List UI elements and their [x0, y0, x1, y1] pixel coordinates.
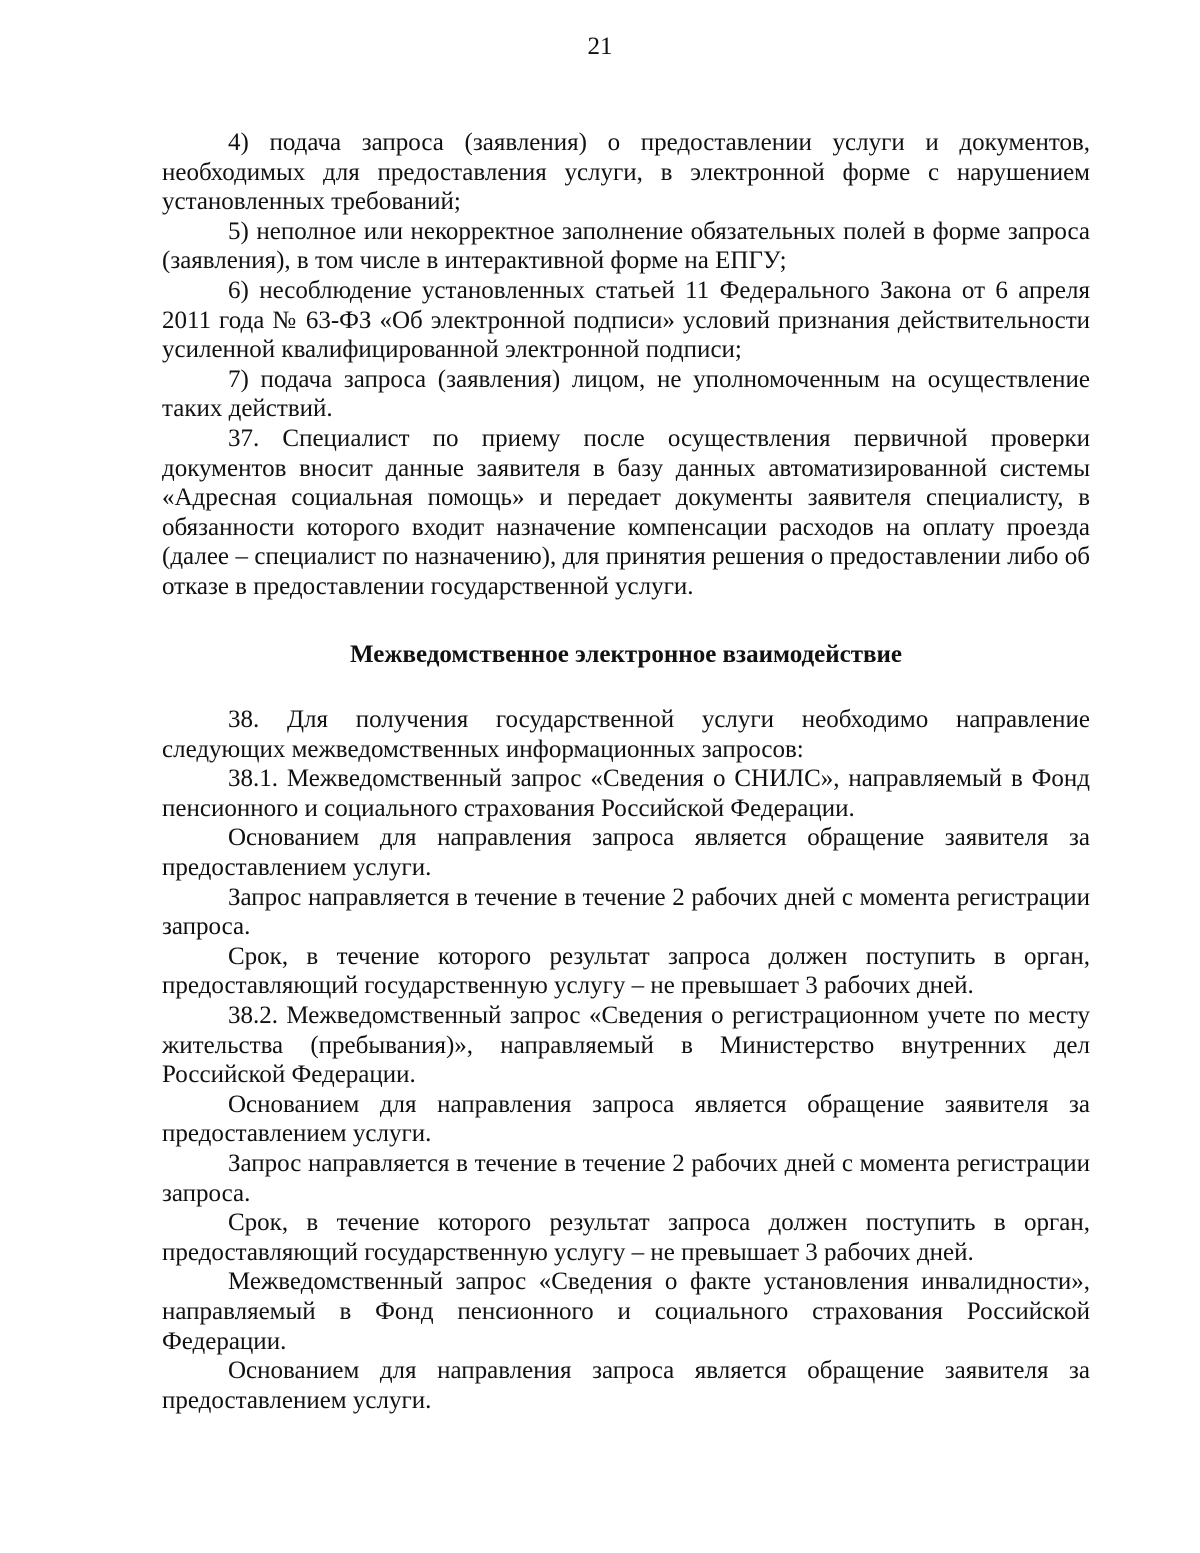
paragraph-basis-2: Основанием для направления запроса является обращение заявителя за предоставлением услуги.: [162, 1090, 1090, 1148]
paragraph-timing-2: Запрос направляется в течение в течение 2 рабочих дней с момента регистрации запроса.: [162, 1150, 1090, 1207]
paragraph-disability-request: Межведомственный запрос «Сведения о факте установления инвалидности», направляемый в Фонд пенсионного и социального страхования Российской Федерации.: [162, 1268, 1090, 1355]
paragraph-clause-38-1: 38.1. Межведомственный запрос «Сведения о СНИЛС», направляемый в Фонд пенсионного и социального страхования Российской Федерации.: [162, 765, 1090, 822]
page-number: 21: [587, 33, 613, 60]
paragraph-clause-37: 37. Специалист по приему после осуществления первичной проверки документов вносит данные заявителя в базу данных автоматизированной системы «Адресная социальная помощь» и передает документы заявителя специалисту, в обязанности которого входит назначение компенсации расходов на оплату проезда (далее – специалист по назначению), для принятия решения о предоставлении либо об отказе в предоставлении государственной услуги.: [162, 424, 1090, 600]
paragraph-basis-1: Основанием для направления запроса является обращение заявителя за предоставлением услуги.: [162, 824, 1090, 882]
paragraph-basis-3: Основанием для направления запроса является обращение заявителя за предоставлением услуги.: [162, 1357, 1090, 1414]
paragraph-deadline-2: Срок, в течение которого результат запроса должен поступить в орган, предоставляющий государственную услугу – не превышает 3 рабочих дней.: [162, 1209, 1090, 1266]
document-body: [162, 128, 1090, 1415]
section-heading: Межведомственное электронное взаимодействие: [349, 640, 903, 668]
paragraph-item-7: 7) подача запроса (заявления) лицом, не уполномоченным на осуществление таких действий.: [162, 365, 1090, 423]
paragraph-item-5: 5) неполное или некорректное заполнение обязательных полей в форме запроса (заявления), в том числе в интерактивной форме на ЕПГУ;: [162, 217, 1090, 275]
paragraph-clause-38-2: 38.2. Межведомственный запрос «Сведения о регистрационном учете по месту жительства (пребывания)», направляемый в Министерство внутренних дел Российской Федерации.: [162, 1002, 1090, 1089]
paragraph-deadline-1: Срок, в течение которого результат запроса должен поступить в орган, предоставляющий государственную услугу – не превышает 3 рабочих дней.: [162, 942, 1090, 1000]
paragraph-clause-38: 38. Для получения государственной услуги необходимо направление следующих межведомственных информационных запросов:: [162, 706, 1090, 763]
paragraph-timing-1: Запрос направляется в течение в течение 2 рабочих дней с момента регистрации запроса.: [162, 883, 1090, 941]
paragraph-item-4: 4) подача запроса (заявления) о предоставлении услуги и документов, необходимых для предоставления услуги, в электронной форме с нарушением установленных требований;: [162, 129, 1090, 216]
paragraph-item-6: 6) несоблюдение установленных статьей 11 Федерального Закона от 6 апреля 2011 года № 63-ФЗ «Об электронной подписи» условий признания действительности усиленной квалифицированной электронной подписи;: [162, 276, 1090, 364]
